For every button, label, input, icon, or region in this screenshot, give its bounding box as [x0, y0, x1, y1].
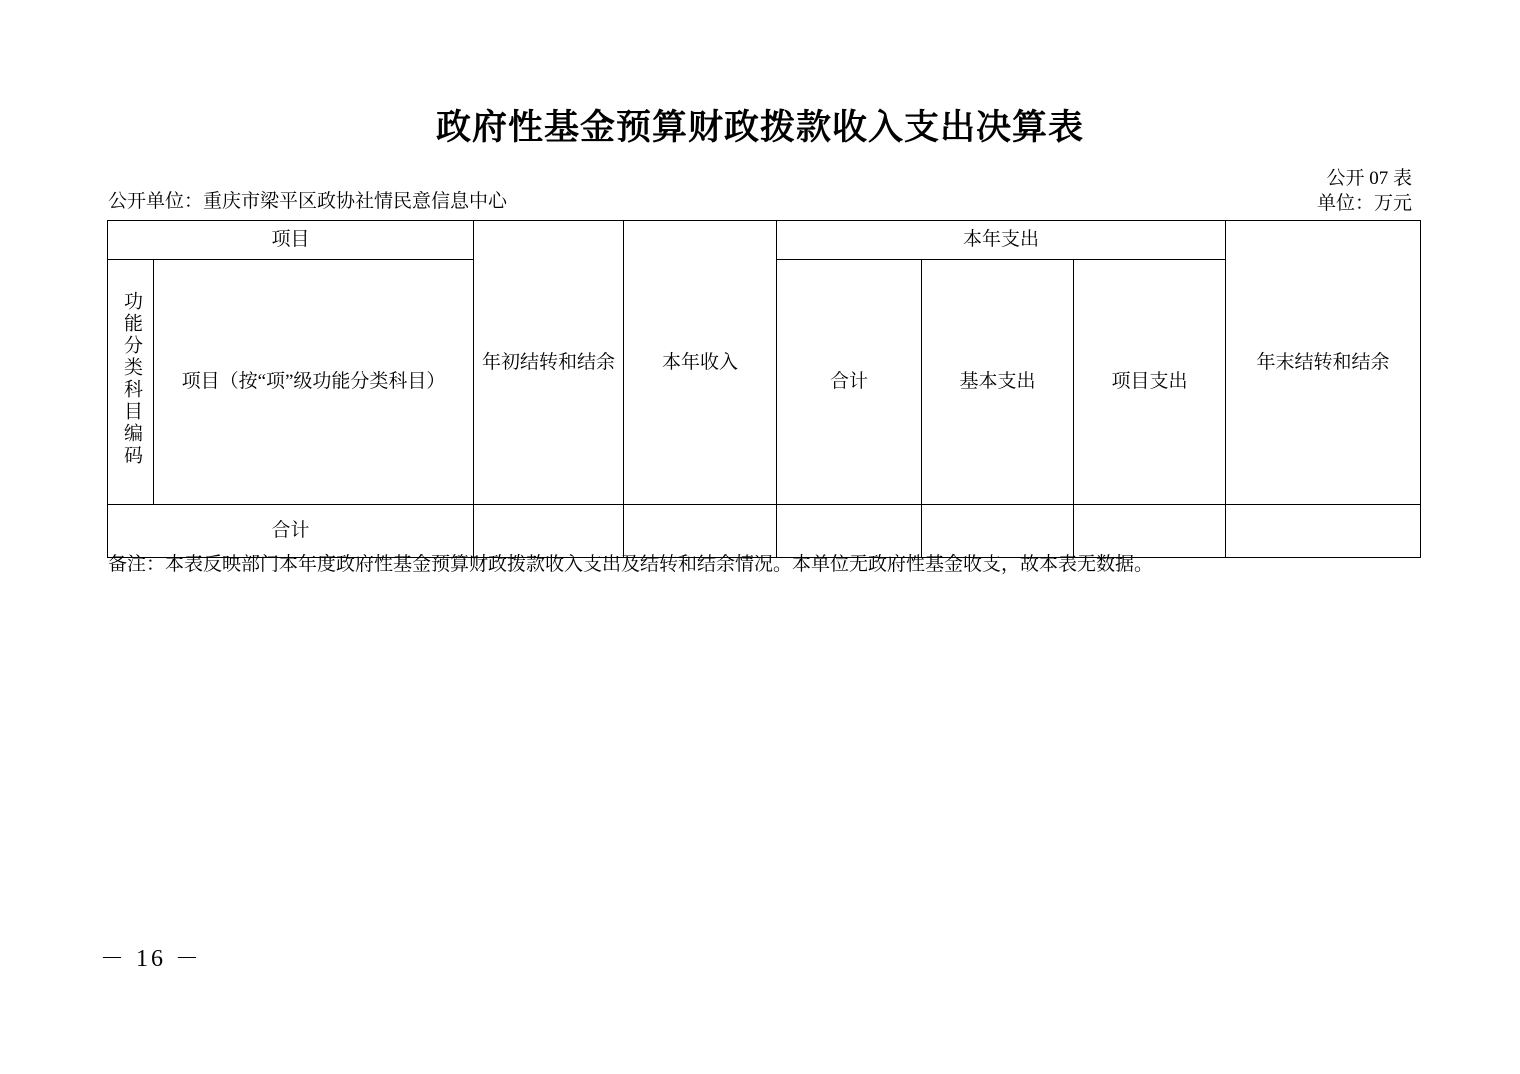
header-functional-code: [108, 260, 154, 505]
header-year-income: 本年收入: [624, 221, 777, 505]
header-year-expense-group: 本年支出: [777, 221, 1226, 260]
header-begin-carryover: 年初结转和结余: [474, 221, 624, 505]
organization-line: 公开单位：重庆市梁平区政协社情民意信息中心: [108, 191, 508, 212]
page-title: 政府性基金预算财政拨款收入支出决算表: [435, 108, 1084, 147]
unit-label: 单位：万元: [1316, 193, 1412, 214]
financial-table: [107, 220, 1421, 558]
row-label-total: 合计: [108, 505, 474, 558]
header-expense-project: 项目支出: [1074, 260, 1226, 505]
header-expense-total: 合计: [777, 260, 922, 505]
page-number: － 16 －: [100, 946, 202, 972]
header-end-carryover: 年末结转和结余: [1226, 221, 1421, 505]
header-functional-code-text: 功能分类科目编码: [120, 290, 142, 467]
header-expense-basic: 基本支出: [922, 260, 1074, 505]
header-item-detail: 项目（按“项”级功能分类科目）: [154, 260, 474, 505]
header-item-group: 项目: [108, 221, 474, 260]
table-header-row-1: [108, 221, 1421, 260]
table-note: 备注：本表反映部门本年度政府性基金预算财政拨款收入支出及结转和结余情况。本单位无政府性基金收支，故本表无数据。: [108, 554, 1154, 575]
sheet-number: 公开 07 表: [1326, 168, 1412, 189]
